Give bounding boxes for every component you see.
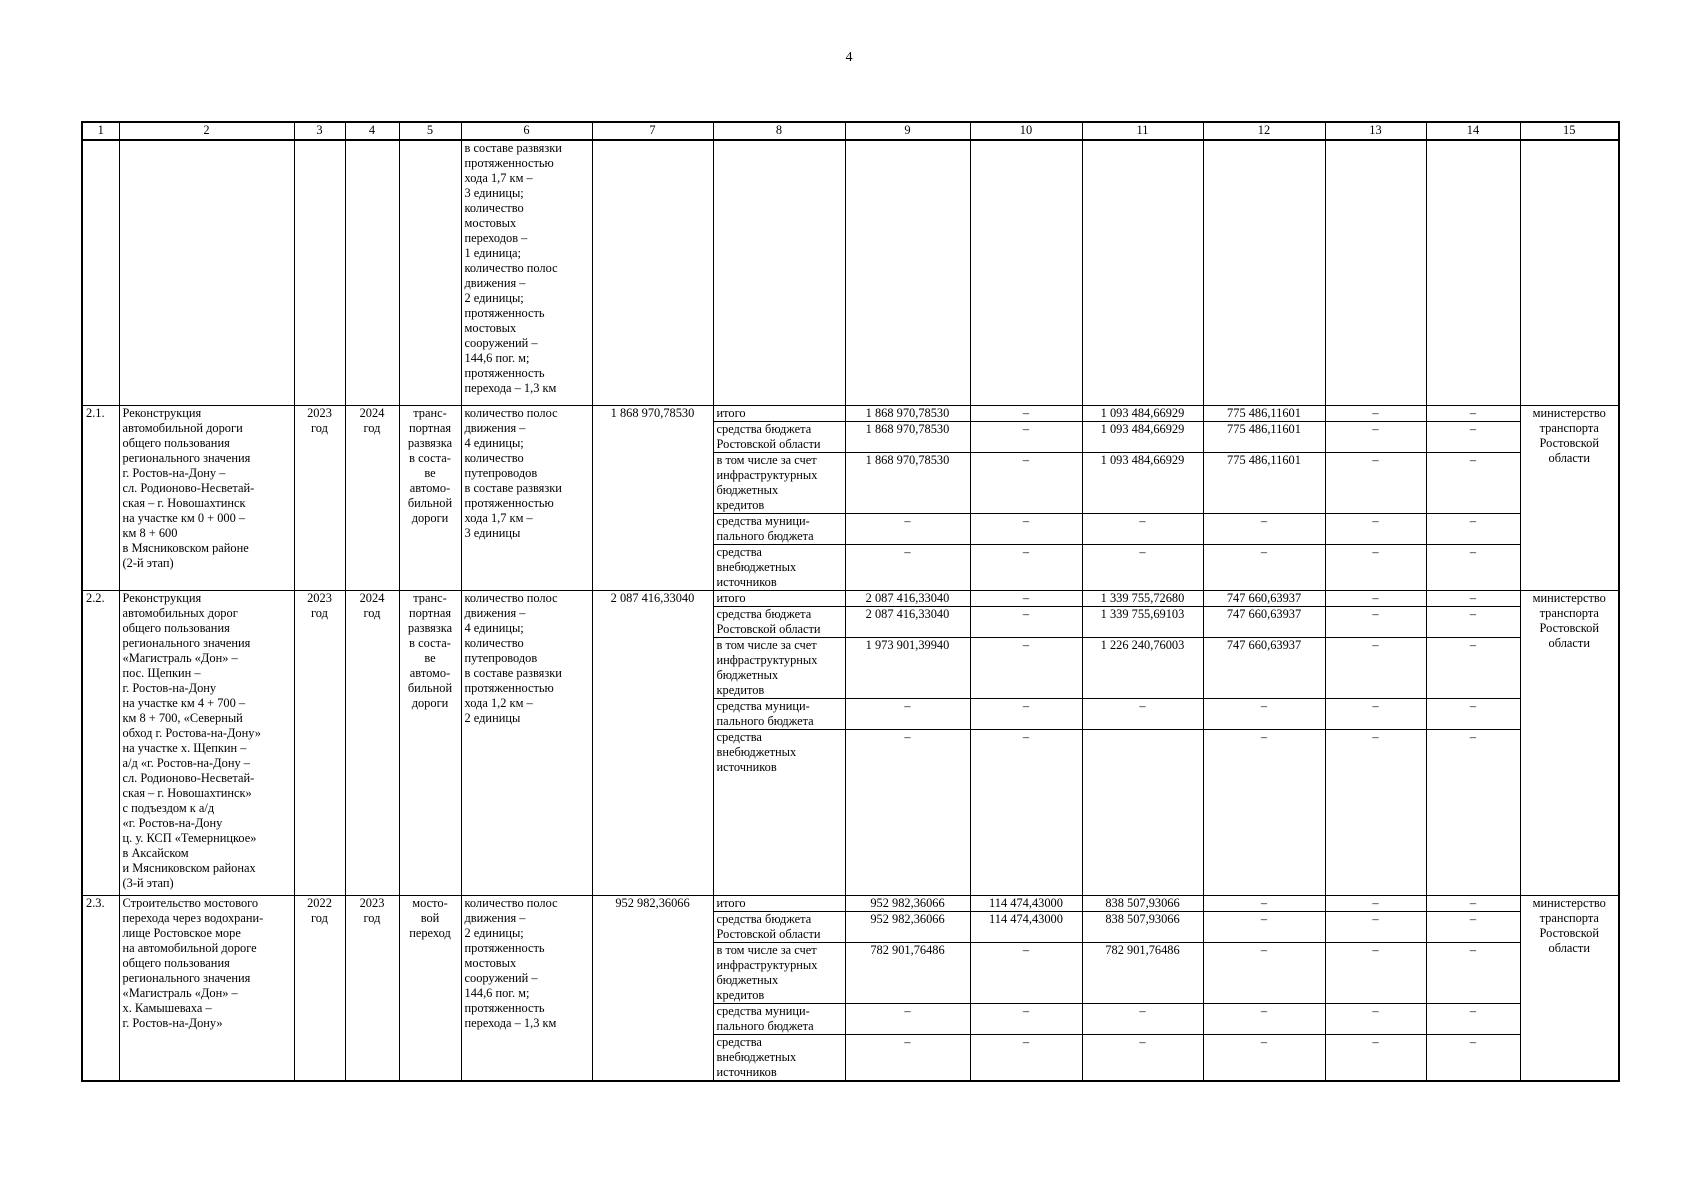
amount-col13: – (1325, 452, 1426, 513)
amount-col14: – (1426, 405, 1520, 421)
start-year: 2023 год (294, 405, 345, 590)
cell (345, 140, 399, 405)
amount-col9: 1 868 970,78530 (845, 421, 970, 452)
table-body (82, 122, 1619, 1081)
amount-col13: – (1325, 513, 1426, 544)
amount-col14: – (1426, 1034, 1520, 1081)
responsible-body: министерство транспорта Ростовской области (1520, 405, 1619, 590)
amount-col9: – (845, 544, 970, 590)
amount-col11 (1082, 729, 1203, 895)
amount-col9: 952 982,36066 (845, 895, 970, 911)
col-num: 1 (82, 122, 119, 140)
col-num: 9 (845, 122, 970, 140)
amount-col10: – (970, 513, 1082, 544)
amount-col14: – (1426, 590, 1520, 606)
amount-col9: 2 087 416,33040 (845, 606, 970, 637)
amount-col12: – (1203, 1003, 1325, 1034)
col-num: 14 (1426, 122, 1520, 140)
capacity: количество полос движения – 2 единицы; протяженность мостовых сооружений – 144,6 пог. м; протяженность перехода – 1,3 км (461, 895, 592, 1081)
amount-col12: – (1203, 729, 1325, 895)
amount-col14: – (1426, 942, 1520, 1003)
amount-col14: – (1426, 1003, 1520, 1034)
estimated-cost: 2 087 416,33040 (592, 590, 713, 895)
amount-col9: – (845, 513, 970, 544)
project-name: Реконструкция автомобильной дороги общего пользования регионального значения г. Ростов-на-Дону – сл. Родионово-Несветай- ская – г. Новошахтинск на участке км 0 + 000 – км 8 + 600 в Мясниковском районе (2-й этап) (119, 405, 294, 590)
amount-col12: – (1203, 698, 1325, 729)
object-type: мосто- вой переход (399, 895, 461, 1081)
col-num: 4 (345, 122, 399, 140)
amount-col13: – (1325, 1003, 1426, 1034)
amount-col9: – (845, 1003, 970, 1034)
amount-col14: – (1426, 421, 1520, 452)
amount-col13: – (1325, 895, 1426, 911)
amount-col9: 1 973 901,39940 (845, 637, 970, 698)
funding-source: итого (713, 895, 845, 911)
amount-col13: – (1325, 606, 1426, 637)
amount-col13: – (1325, 911, 1426, 942)
cell (713, 140, 845, 405)
end-year: 2024 год (345, 590, 399, 895)
cell (1520, 140, 1619, 405)
project-name: Реконструкция автомобильных дорог общего пользования регионального значения «Магистраль «Дон» – пос. Щепкин – г. Ростов-на-Дону на участке км 4 + 700 – км 8 + 700, «Северный обход г. Ростова-на-Дону» на участке х. Щепкин – а/д «г. Ростов-на-Дону – сл. Родионово-Несветай- ская – г. Новошахтинск» с подъездом к а/д «г. Ростов-на-Дону ц. у. КСП «Темерницкое» в Аксайском и Мясниковском районах (3-й этап) (119, 590, 294, 895)
amount-col11: 838 507,93066 (1082, 895, 1203, 911)
cell (1203, 140, 1325, 405)
amount-col11: – (1082, 544, 1203, 590)
amount-col14: – (1426, 911, 1520, 942)
project-number: 2.2. (82, 590, 119, 895)
col-num: 11 (1082, 122, 1203, 140)
amount-col13: – (1325, 1034, 1426, 1081)
amount-col11: – (1082, 1034, 1203, 1081)
project-row (82, 895, 1619, 911)
amount-col14: – (1426, 729, 1520, 895)
amount-col12: 775 486,11601 (1203, 452, 1325, 513)
amount-col12: 775 486,11601 (1203, 405, 1325, 421)
cell (1426, 140, 1520, 405)
object-type: транс- портная развязка в соста- ве автомо- бильной дороги (399, 405, 461, 590)
project-name: Строительство мостового перехода через водохрани- лище Ростовское море на автомобильной дороге общего пользования регионального значения «Магистраль «Дон» – х. Камышеваха – г. Ростов-на-Дону» (119, 895, 294, 1081)
funding-source: средства бюджета Ростовской области (713, 911, 845, 942)
amount-col13: – (1325, 405, 1426, 421)
amount-col10: – (970, 1034, 1082, 1081)
amount-col11: 782 901,76486 (1082, 942, 1203, 1003)
cell (845, 140, 970, 405)
amount-col13: – (1325, 942, 1426, 1003)
amount-col13: – (1325, 421, 1426, 452)
amount-col10: – (970, 590, 1082, 606)
amount-col12: – (1203, 1034, 1325, 1081)
amount-col12: 775 486,11601 (1203, 421, 1325, 452)
amount-col11: 1 226 240,76003 (1082, 637, 1203, 698)
project-number: 2.3. (82, 895, 119, 1081)
cell (399, 140, 461, 405)
amount-col12: 747 660,63937 (1203, 606, 1325, 637)
amount-col10: – (970, 729, 1082, 895)
col-num: 5 (399, 122, 461, 140)
funding-source: средства внебюджетных источников (713, 1034, 845, 1081)
capacity: количество полос движения – 4 единицы; количество путепроводов в составе развязки протяженностью хода 1,7 км – 3 единицы (461, 405, 592, 590)
amount-col12: – (1203, 942, 1325, 1003)
amount-col10: – (970, 421, 1082, 452)
funding-source: средства бюджета Ростовской области (713, 421, 845, 452)
cell (970, 140, 1082, 405)
amount-col10: – (970, 606, 1082, 637)
amount-col9: 782 901,76486 (845, 942, 970, 1003)
amount-col9: 2 087 416,33040 (845, 590, 970, 606)
start-year: 2022 год (294, 895, 345, 1081)
amount-col12: – (1203, 544, 1325, 590)
responsible-body: министерство транспорта Ростовской области (1520, 895, 1619, 1081)
col-num: 13 (1325, 122, 1426, 140)
cell (82, 140, 119, 405)
project-row (82, 590, 1619, 606)
page-number: 4 (845, 50, 853, 65)
funding-source: средства муници- пального бюджета (713, 698, 845, 729)
amount-col11: – (1082, 513, 1203, 544)
capacity: количество полос движения – 4 единицы; количество путепроводов в составе развязки протяженностью хода 1,2 км – 2 единицы (461, 590, 592, 895)
funding-source: итого (713, 590, 845, 606)
amount-col11: 1 093 484,66929 (1082, 405, 1203, 421)
col-num: 6 (461, 122, 592, 140)
amount-col9: 952 982,36066 (845, 911, 970, 942)
end-year: 2024 год (345, 405, 399, 590)
amount-col14: – (1426, 452, 1520, 513)
amount-col11: – (1082, 1003, 1203, 1034)
funding-source: в том числе за счет инфраструктурных бюджетных кредитов (713, 452, 845, 513)
funding-source: в том числе за счет инфраструктурных бюджетных кредитов (713, 637, 845, 698)
amount-col9: 1 868 970,78530 (845, 452, 970, 513)
continuation-row (82, 140, 1619, 405)
amount-col12: – (1203, 895, 1325, 911)
col-num: 10 (970, 122, 1082, 140)
amount-col14: – (1426, 606, 1520, 637)
col-num: 2 (119, 122, 294, 140)
amount-col13: – (1325, 637, 1426, 698)
funding-source: средства внебюджетных источников (713, 544, 845, 590)
amount-col11: – (1082, 698, 1203, 729)
amount-col12: – (1203, 513, 1325, 544)
amount-col13: – (1325, 729, 1426, 895)
amount-col9: – (845, 729, 970, 895)
cell (119, 140, 294, 405)
cell (1325, 140, 1426, 405)
amount-col11: 1 093 484,66929 (1082, 452, 1203, 513)
investment-projects-table (81, 121, 1620, 1082)
capacity-cell: в составе развязки протяженностью хода 1,7 км – 3 единицы; количество мостовых переходов – 1 единица; количество полос движения – 2 единицы; протяженность мостовых сооружений – 144,6 пог. м; протяженность перехода – 1,3 км (461, 140, 592, 405)
amount-col10: – (970, 942, 1082, 1003)
amount-col11: 1 339 755,69103 (1082, 606, 1203, 637)
cell (1082, 140, 1203, 405)
amount-col11: 1 339 755,72680 (1082, 590, 1203, 606)
amount-col10: – (970, 1003, 1082, 1034)
amount-col10: 114 474,43000 (970, 895, 1082, 911)
col-num: 15 (1520, 122, 1619, 140)
col-num: 12 (1203, 122, 1325, 140)
cell (294, 140, 345, 405)
amount-col12: 747 660,63937 (1203, 590, 1325, 606)
amount-col9: – (845, 1034, 970, 1081)
funding-source: в том числе за счет инфраструктурных бюджетных кредитов (713, 942, 845, 1003)
col-num: 7 (592, 122, 713, 140)
amount-col14: – (1426, 513, 1520, 544)
cell (592, 140, 713, 405)
amount-col11: 838 507,93066 (1082, 911, 1203, 942)
amount-col13: – (1325, 590, 1426, 606)
amount-col14: – (1426, 544, 1520, 590)
col-num: 3 (294, 122, 345, 140)
amount-col14: – (1426, 637, 1520, 698)
amount-col14: – (1426, 698, 1520, 729)
funding-source: средства бюджета Ростовской области (713, 606, 845, 637)
funding-source: средства муници- пального бюджета (713, 513, 845, 544)
amount-col14: – (1426, 895, 1520, 911)
object-type: транс- портная развязка в соста- ве автомо- бильной дороги (399, 590, 461, 895)
amount-col10: – (970, 452, 1082, 513)
estimated-cost: 952 982,36066 (592, 895, 713, 1081)
funding-source: итого (713, 405, 845, 421)
amount-col10: – (970, 637, 1082, 698)
amount-col9: 1 868 970,78530 (845, 405, 970, 421)
amount-col10: – (970, 405, 1082, 421)
project-row (82, 405, 1619, 421)
estimated-cost: 1 868 970,78530 (592, 405, 713, 590)
end-year: 2023 год (345, 895, 399, 1081)
funding-source: средства внебюджетных источников (713, 729, 845, 895)
amount-col10: 114 474,43000 (970, 911, 1082, 942)
amount-col9: – (845, 698, 970, 729)
amount-col13: – (1325, 544, 1426, 590)
project-number: 2.1. (82, 405, 119, 590)
col-num: 8 (713, 122, 845, 140)
funding-source: средства муници- пального бюджета (713, 1003, 845, 1034)
amount-col10: – (970, 544, 1082, 590)
column-number-row (82, 122, 1619, 140)
responsible-body: министерство транспорта Ростовской области (1520, 590, 1619, 895)
amount-col10: – (970, 698, 1082, 729)
amount-col12: – (1203, 911, 1325, 942)
amount-col12: 747 660,63937 (1203, 637, 1325, 698)
start-year: 2023 год (294, 590, 345, 895)
amount-col13: – (1325, 698, 1426, 729)
amount-col11: 1 093 484,66929 (1082, 421, 1203, 452)
